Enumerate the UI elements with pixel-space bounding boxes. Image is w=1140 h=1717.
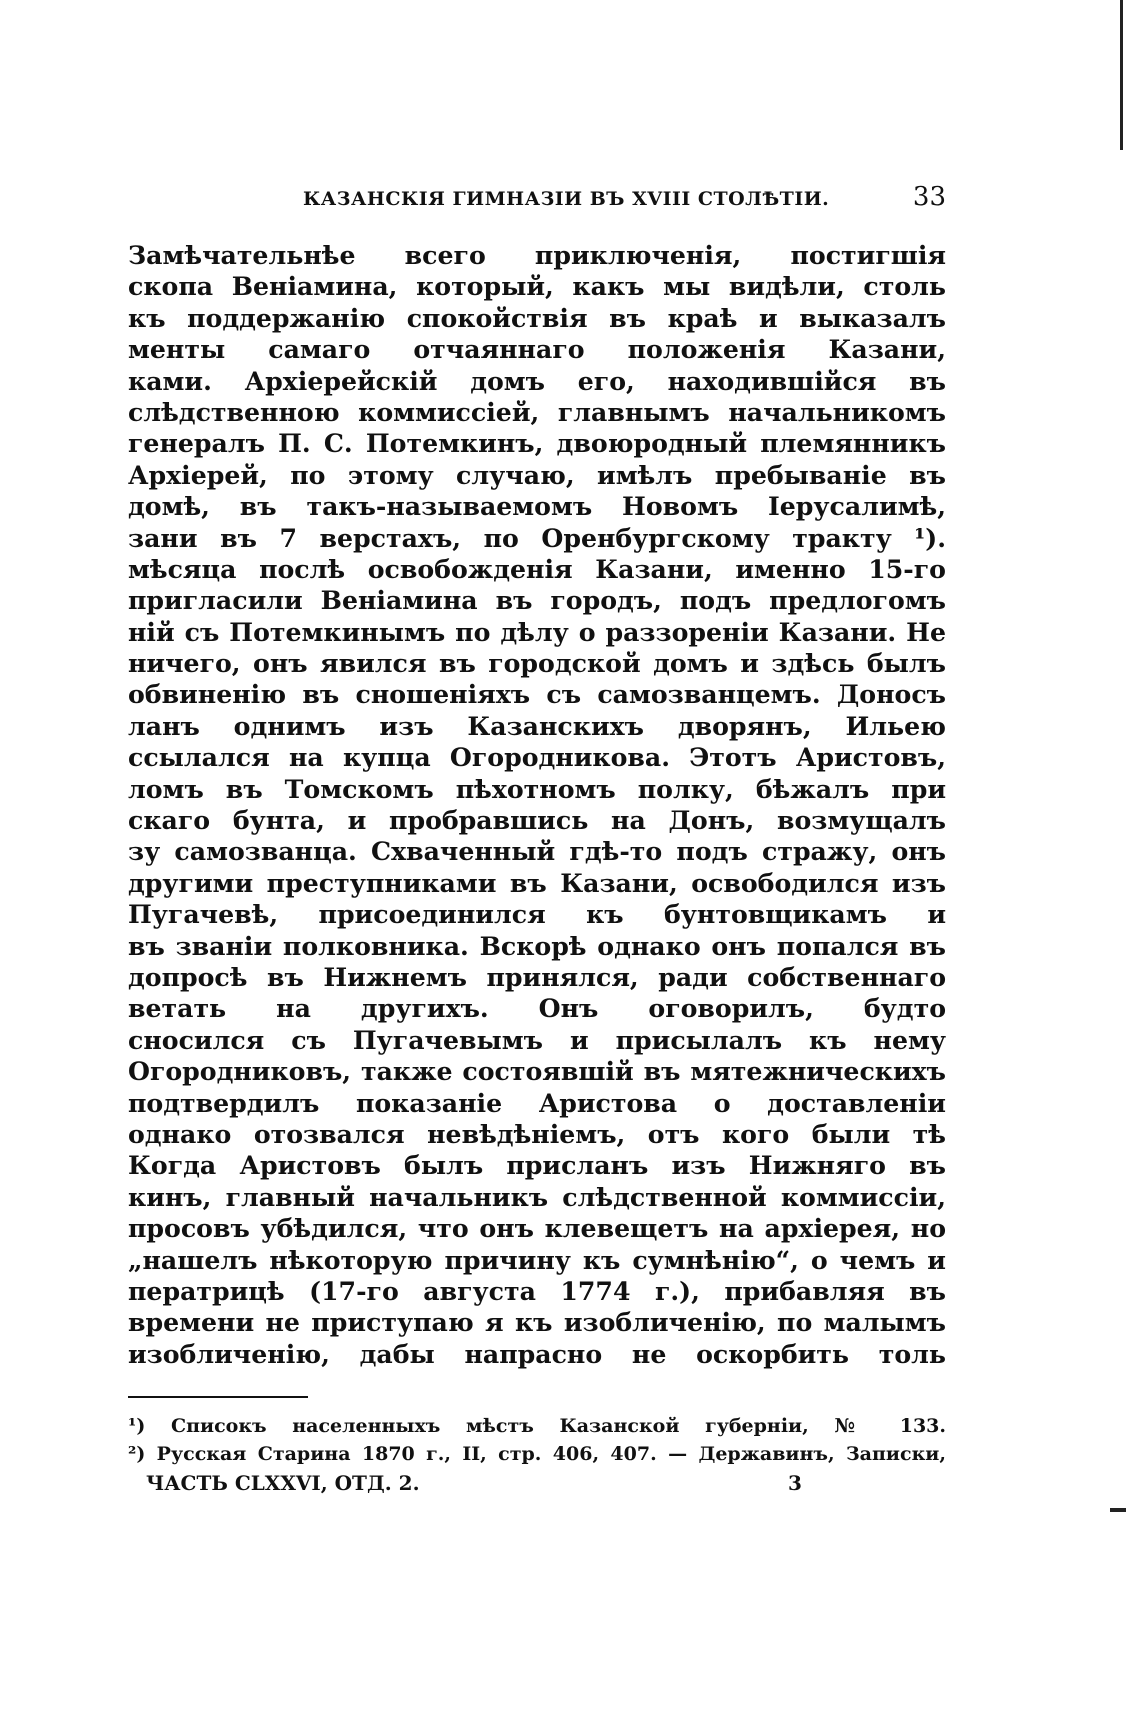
body-line: домѣ, въ такъ-называемомъ Новомъ Іерусалимѣ, xyxy=(128,491,946,522)
body-line: изобличенію, дабы напрасно не оскорбить толь xyxy=(128,1338,946,1369)
body-line: зани въ 7 верстахъ, по Оренбургскому тракту ¹). xyxy=(128,522,946,553)
body-line: другими преступниками въ Казани, освободился изъ xyxy=(128,867,946,898)
body-line: ломъ въ Томскомъ пѣхотномъ полку, бѣжалъ при xyxy=(128,773,946,804)
body-line: времени не приступаю я къ изобличенію, по малымъ xyxy=(128,1307,946,1338)
body-line: генералъ П. С. Потемкинъ, двоюродный племянникъ xyxy=(128,428,946,459)
body-line: пригласили Веніамина въ городъ, подъ предлогомъ xyxy=(128,585,946,616)
body-line: кинъ, главный начальникъ слѣдственной коммиссіи, xyxy=(128,1181,946,1212)
body-line: зу самозванца. Схваченный гдѣ-то подъ стражу, онъ xyxy=(128,836,946,867)
body-text xyxy=(128,240,946,1370)
body-line: ветать на другихъ. Онъ оговорилъ, будто xyxy=(128,993,946,1024)
page-number: 33 xyxy=(912,182,946,212)
body-line: ками. Архіерейскій домъ его, находившійся въ xyxy=(128,365,946,396)
signature-part: ЧАСТЬ CLXXVI, ОТД. 2. xyxy=(146,1471,420,1496)
body-line: Пугачевѣ, присоединился къ бунтовщикамъ и xyxy=(128,899,946,930)
signature-sheet: 3 xyxy=(788,1471,802,1496)
body-line: Замѣчательнѣе всего приключенія, постигшія xyxy=(128,240,946,270)
body-line: мѣсяца послѣ освобожденія Казани, именно 15-го xyxy=(128,553,946,584)
footnote-rule xyxy=(128,1396,308,1398)
body-line: въ званіи полковника. Вскорѣ однако онъ попался въ xyxy=(128,930,946,961)
body-line: ператрицѣ (17-го августа 1774 г.), прибавляя въ xyxy=(128,1275,946,1306)
body-line: обвиненію въ сношеніяхъ съ самозванцемъ. Доносъ xyxy=(128,679,946,710)
body-line: сносился съ Пугачевымъ и присылалъ къ нему xyxy=(128,1024,946,1055)
scan-edge-mark xyxy=(1120,0,1123,150)
body-line: ссылался на купца Огородникова. Этотъ Аристовъ, xyxy=(128,742,946,773)
document-page xyxy=(128,180,946,1498)
body-line: скаго бунта, и пробравшись на Донъ, возмущалъ xyxy=(128,805,946,836)
body-line: подтвердилъ показаніе Аристова о доставленіи xyxy=(128,1087,946,1118)
body-line: ній съ Потемкинымъ по дѣлу о раззореніи Казани. Не xyxy=(128,616,946,647)
signature-line xyxy=(128,1470,946,1498)
body-line: просовъ убѣдился, что онъ клевещетъ на архіерея, но xyxy=(128,1213,946,1244)
body-line: „нашелъ нѣкоторую причину къ сумнѣнію“, о чемъ и xyxy=(128,1244,946,1275)
body-line: ничего, онъ явился въ городской домъ и здѣсь былъ xyxy=(128,648,946,679)
body-line: допросѣ въ Нижнемъ принялся, ради собственнаго xyxy=(128,961,946,992)
body-line: скопа Веніамина, который, какъ мы видѣли, столь xyxy=(128,271,946,302)
running-title: КАЗАНСКІЯ ГИМНАЗІИ ВЪ XVIII СТОЛѢТІИ. xyxy=(303,188,830,210)
footnote-1: ¹) Списокъ населенныхъ мѣстъ Казанской губерніи, № 133. xyxy=(128,1415,946,1438)
body-line: Огородниковъ, также состоявшій въ мятежническихъ xyxy=(128,1056,946,1087)
body-line: Когда Аристовъ былъ присланъ изъ Нижняго въ xyxy=(128,1150,946,1181)
page-header xyxy=(128,180,946,220)
body-line: ланъ однимъ изъ Казанскихъ дворянъ, Ильею xyxy=(128,710,946,741)
footnote-2: ²) Русская Старина 1870 г., II, стр. 406, 407. — Державинъ, Записки, xyxy=(128,1443,946,1466)
scan-dash-mark xyxy=(1110,1508,1126,1512)
body-line: однако отозвался невѣдѣніемъ, отъ кого были тѣ xyxy=(128,1118,946,1149)
body-line: къ поддержанію спокойствія въ краѣ и выказалъ xyxy=(128,302,946,333)
body-line: Архіерей, по этому случаю, имѣлъ пребываніе въ xyxy=(128,459,946,490)
footnotes xyxy=(128,1412,946,1468)
body-line: слѣдственною коммиссіей, главнымъ начальникомъ xyxy=(128,396,946,427)
body-line: менты самаго отчаяннаго положенія Казани, xyxy=(128,334,946,365)
